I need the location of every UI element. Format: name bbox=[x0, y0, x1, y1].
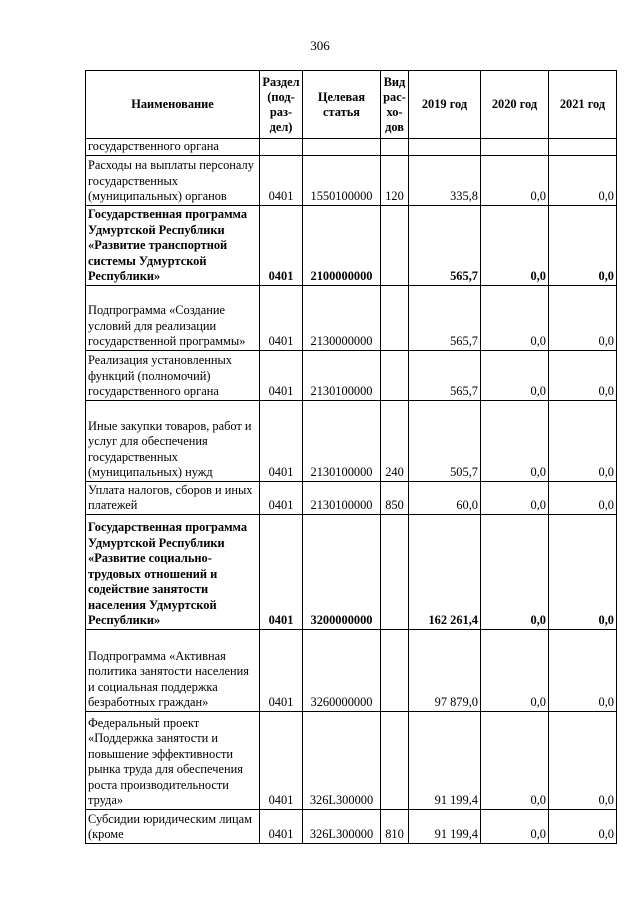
row-type bbox=[381, 514, 409, 629]
row-section: 0401 bbox=[260, 514, 303, 629]
table-row bbox=[86, 629, 617, 711]
header-type: Вид рас-хо-дов bbox=[381, 71, 409, 139]
table-header-row bbox=[86, 71, 617, 139]
row-section: 0401 bbox=[260, 285, 303, 350]
table-row bbox=[86, 400, 617, 481]
row-2019: 91 199,4 bbox=[409, 711, 481, 809]
table-row bbox=[86, 481, 617, 514]
row-name: государственного органа bbox=[86, 139, 260, 156]
row-2020: 0,0 bbox=[481, 809, 549, 843]
row-2021: 0,0 bbox=[549, 809, 617, 843]
row-section: 0401 bbox=[260, 809, 303, 843]
row-2020: 0,0 bbox=[481, 285, 549, 350]
table-row bbox=[86, 139, 617, 156]
header-section: Раздел (под-раз-дел) bbox=[260, 71, 303, 139]
budget-table bbox=[85, 70, 617, 844]
row-2020: 0,0 bbox=[481, 711, 549, 809]
row-type bbox=[381, 350, 409, 400]
row-target: 2130000000 bbox=[303, 285, 381, 350]
header-target: Целевая статья bbox=[303, 71, 381, 139]
header-name: Наименование bbox=[86, 71, 260, 139]
row-section: 0401 bbox=[260, 711, 303, 809]
row-2020: 0,0 bbox=[481, 481, 549, 514]
row-target: 3200000000 bbox=[303, 514, 381, 629]
row-name: Государственная программа Удмуртской Республики «Развитие социально-трудовых отношений и содействие занятости населения Удмуртской Республики» bbox=[86, 514, 260, 629]
row-type: 810 bbox=[381, 809, 409, 843]
row-2020: 0,0 bbox=[481, 205, 549, 285]
row-2021: 0,0 bbox=[549, 481, 617, 514]
row-2021: 0,0 bbox=[549, 205, 617, 285]
row-2019: 60,0 bbox=[409, 481, 481, 514]
table-row bbox=[86, 285, 617, 350]
row-2019: 505,7 bbox=[409, 400, 481, 481]
row-target: 1550100000 bbox=[303, 155, 381, 205]
row-type bbox=[381, 629, 409, 711]
row-section: 0401 bbox=[260, 481, 303, 514]
row-2021 bbox=[549, 139, 617, 156]
row-type: 240 bbox=[381, 400, 409, 481]
row-section: 0401 bbox=[260, 205, 303, 285]
row-type bbox=[381, 711, 409, 809]
row-section: 0401 bbox=[260, 155, 303, 205]
row-2021: 0,0 bbox=[549, 285, 617, 350]
row-name: Реализация установленных функций (полномочий) государственного органа bbox=[86, 350, 260, 400]
row-2021: 0,0 bbox=[549, 350, 617, 400]
row-target: 2130100000 bbox=[303, 400, 381, 481]
row-target: 3260000000 bbox=[303, 629, 381, 711]
row-2019: 162 261,4 bbox=[409, 514, 481, 629]
row-target bbox=[303, 139, 381, 156]
row-2021: 0,0 bbox=[549, 400, 617, 481]
table-row bbox=[86, 350, 617, 400]
page-number: 306 bbox=[310, 38, 330, 53]
table-row bbox=[86, 711, 617, 809]
row-2021: 0,0 bbox=[549, 711, 617, 809]
row-target: 2130100000 bbox=[303, 350, 381, 400]
row-2020: 0,0 bbox=[481, 350, 549, 400]
row-name: Иные закупки товаров, работ и услуг для обеспечения государственных (муниципальных) нужд bbox=[86, 400, 260, 481]
row-name: Государственная программа Удмуртской Республики «Развитие транспортной системы Удмуртской Республики» bbox=[86, 205, 260, 285]
row-name: Подпрограмма «Активная политика занятости населения и социальная поддержка безработных граждан» bbox=[86, 629, 260, 711]
table-row bbox=[86, 205, 617, 285]
row-target: 2100000000 bbox=[303, 205, 381, 285]
row-type: 120 bbox=[381, 155, 409, 205]
row-target: 2130100000 bbox=[303, 481, 381, 514]
row-2019: 565,7 bbox=[409, 205, 481, 285]
row-target: 326L300000 bbox=[303, 809, 381, 843]
row-2020: 0,0 bbox=[481, 400, 549, 481]
row-type bbox=[381, 205, 409, 285]
row-target: 326L300000 bbox=[303, 711, 381, 809]
row-2019: 91 199,4 bbox=[409, 809, 481, 843]
row-2019: 335,8 bbox=[409, 155, 481, 205]
row-2020: 0,0 bbox=[481, 514, 549, 629]
row-2019: 565,7 bbox=[409, 285, 481, 350]
row-2019 bbox=[409, 139, 481, 156]
row-section: 0401 bbox=[260, 400, 303, 481]
row-name: Уплата налогов, сборов и иных платежей bbox=[86, 481, 260, 514]
header-2019: 2019 год bbox=[409, 71, 481, 139]
row-2021: 0,0 bbox=[549, 629, 617, 711]
row-name: Подпрограмма «Создание условий для реализации государственной программы» bbox=[86, 285, 260, 350]
row-type bbox=[381, 139, 409, 156]
row-name: Субсидии юридическим лицам (кроме bbox=[86, 809, 260, 843]
row-2020 bbox=[481, 139, 549, 156]
row-section: 0401 bbox=[260, 629, 303, 711]
row-2019: 97 879,0 bbox=[409, 629, 481, 711]
row-section: 0401 bbox=[260, 350, 303, 400]
row-2021: 0,0 bbox=[549, 155, 617, 205]
header-2020: 2020 год bbox=[481, 71, 549, 139]
row-2020: 0,0 bbox=[481, 629, 549, 711]
row-name: Расходы на выплаты персоналу государственных (муниципальных) органов bbox=[86, 155, 260, 205]
row-type bbox=[381, 285, 409, 350]
row-type: 850 bbox=[381, 481, 409, 514]
row-section bbox=[260, 139, 303, 156]
header-2021: 2021 год bbox=[549, 71, 617, 139]
table-row bbox=[86, 809, 617, 843]
row-2020: 0,0 bbox=[481, 155, 549, 205]
row-2019: 565,7 bbox=[409, 350, 481, 400]
row-name: Федеральный проект «Поддержка занятости и повышение эффективности рынка труда для обеспечения роста производительности труда» bbox=[86, 711, 260, 809]
row-2021: 0,0 bbox=[549, 514, 617, 629]
table-row bbox=[86, 155, 617, 205]
table-row bbox=[86, 514, 617, 629]
